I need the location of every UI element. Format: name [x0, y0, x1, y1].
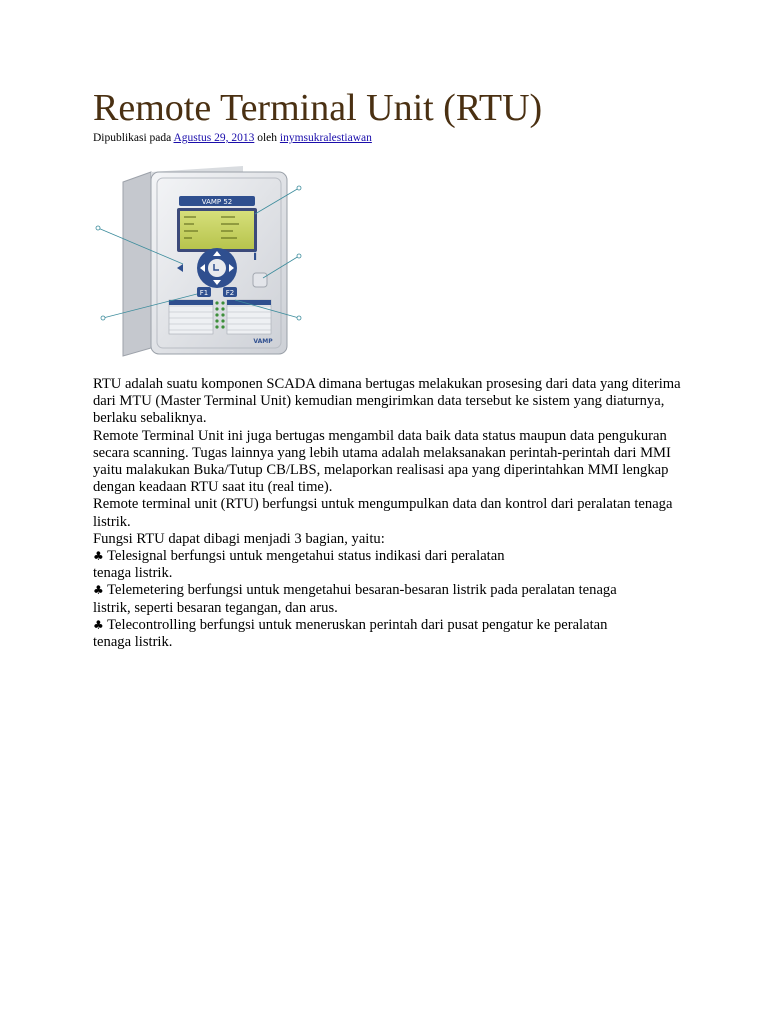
club-bullet-icon: ♣ [93, 617, 104, 632]
bullet-text: Telesignal berfungsi untuk mengetahui status indikasi dari peralatan [103, 548, 505, 565]
bullet-item [93, 582, 683, 616]
bullet-text-cont: tenaga listrik. [93, 565, 173, 582]
paragraph-4: Fungsi RTU dapat dibagi menjadi 3 bagian, yaitu: [93, 530, 385, 547]
info-key-label: i [253, 249, 258, 263]
bullet-text-cont: listrik, seperti besaran tegangan, dan arus. [93, 599, 338, 616]
author-link[interactable]: inymsukralestiawan [279, 132, 372, 144]
bullet-item [93, 617, 683, 651]
page-title: Remote Terminal Unit (RTU) [93, 87, 543, 129]
key-f2-label: F2 [225, 289, 235, 297]
post-date-link[interactable]: Agustus 29, 2013 [173, 132, 255, 144]
club-bullet-icon: ♣ [93, 549, 104, 564]
meta-by: oleh [254, 132, 280, 144]
paragraph-1: RTU adalah suatu komponen SCADA dimana bertugas melakukan prosesing dari data yang diterima dari MTU (Master Terminal Unit) kemudian mengirimkan data tersebut ke sistem yang diaturnya, berlaku sebaliknya. [93, 376, 681, 427]
meta-prefix: Dipublikasi pada [93, 132, 174, 144]
club-bullet-icon: ♣ [93, 583, 104, 598]
paragraph-3: Remote terminal unit (RTU) berfungsi untuk mengumpulkan data dan kontrol dari peralatan tenaga listrik. [93, 496, 673, 530]
article-body [93, 376, 683, 651]
key-f1-label: F1 [199, 289, 209, 297]
rtu-device-image [93, 160, 308, 360]
device-brand-bottom: VAMP [253, 338, 273, 345]
rtu-device-illustration [93, 160, 308, 360]
bullet-text-cont: tenaga listrik. [93, 634, 173, 651]
bullet-text: Telecontrolling berfungsi untuk meneruskan perintah dari pusat pengatur ke peralatan [103, 616, 608, 633]
paragraph-2: Remote Terminal Unit ini juga bertugas mengambil data baik data status maupun data pengukuran secara scanning. Tugas lainnya yang lebih utama adalah melaksanakan perintah-perintah dari MMI yaitu malakukan Buka/Tutup CB/LBS, melaporkan realisasi apa yang diperintahkan MMI lengkap dengan keadaan RTU saat itu (real time). [93, 427, 671, 496]
bullet-item [93, 548, 683, 582]
bullet-text: Telemetering berfungsi untuk mengetahui besaran-besaran listrik pada peralatan tenaga [103, 582, 617, 599]
post-meta [93, 131, 372, 145]
device-brand-label: VAMP 52 [201, 198, 233, 206]
